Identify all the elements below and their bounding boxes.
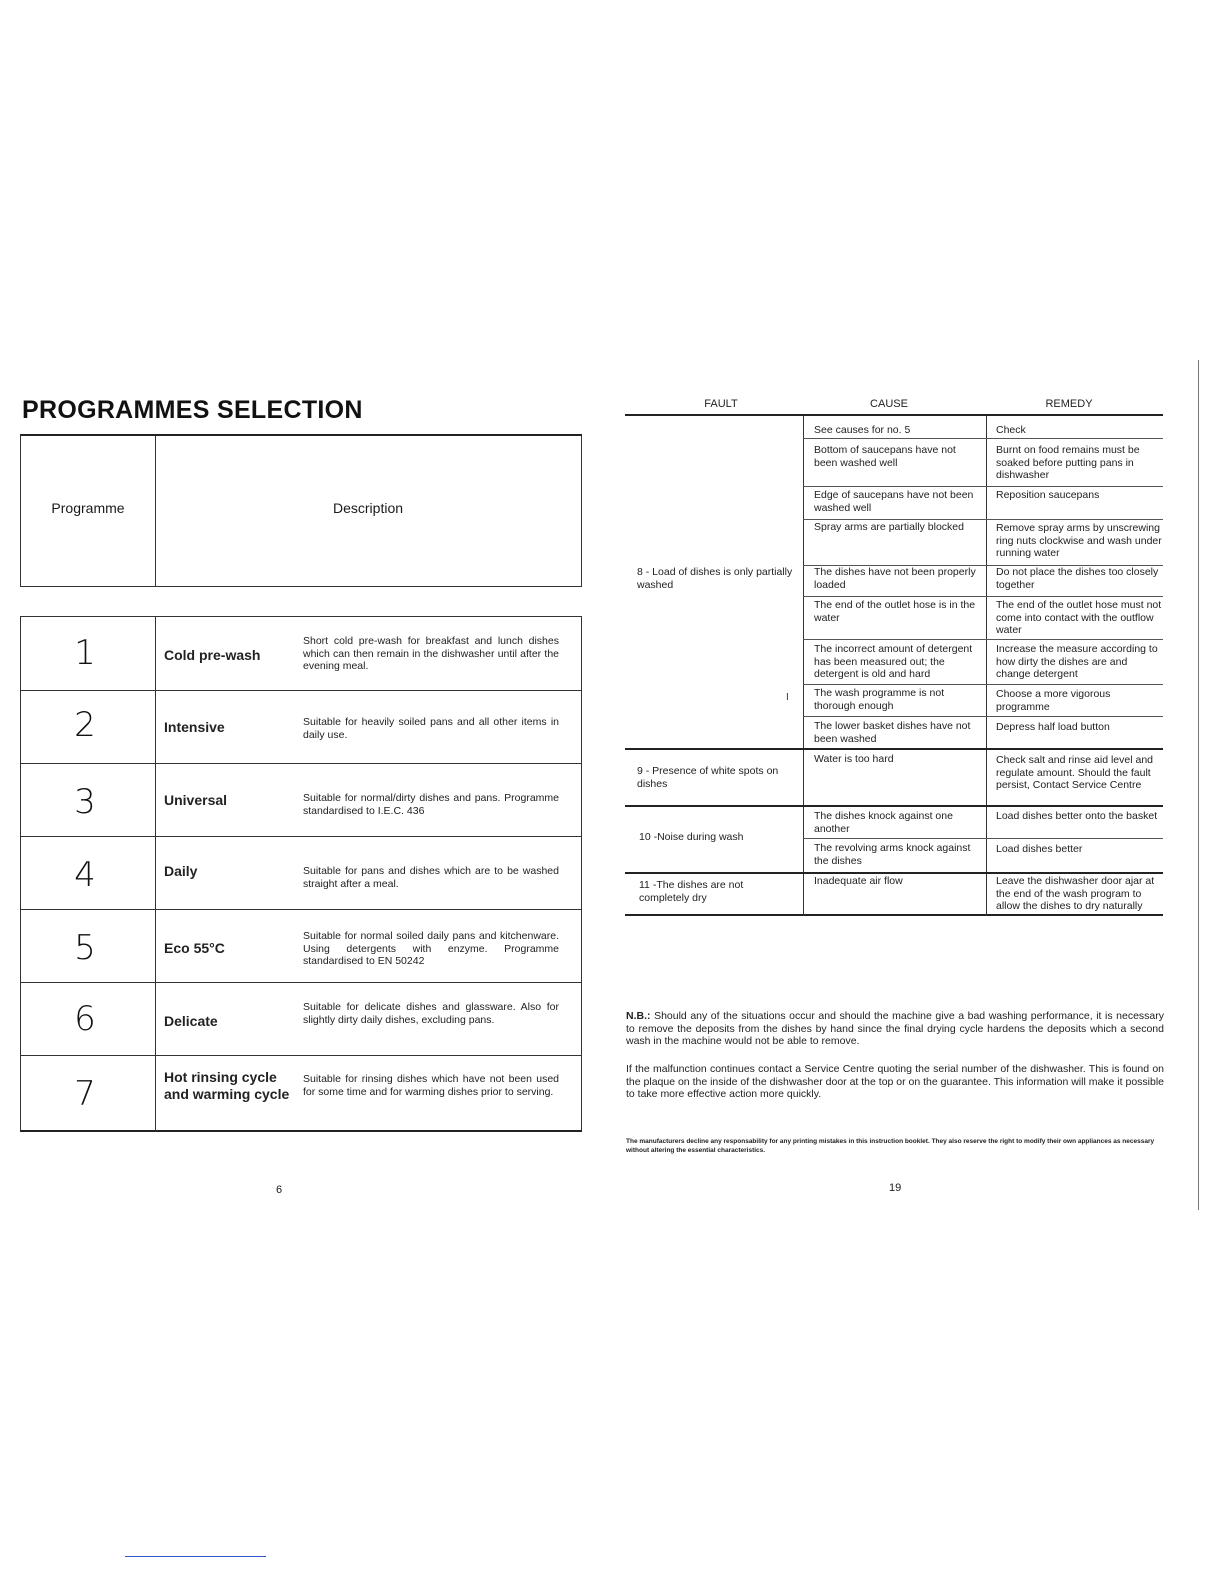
programme-name: Intensive — [164, 719, 225, 735]
programme-table-header — [20, 434, 582, 587]
programme-name: Universal — [164, 792, 228, 808]
page-number-left: 6 — [276, 1184, 283, 1196]
programme-description: Suitable for heavily soiled pans and all other items in daily use. — [303, 716, 559, 741]
page-edge-line — [1198, 360, 1199, 1210]
cause-cell: Edge of saucepans have not been washed well — [814, 489, 974, 514]
programme-number: 4 — [74, 855, 96, 895]
disclaimer-text: The manufacturers decline any responsability for any printing mistakes in this instruction booklet. They also reserve the right to modify their own appliances as necessary without altering the essential characteristics. — [626, 1138, 1155, 1154]
remedy-cell: Burnt on food remains must be soaked before putting pans in dishwasher — [996, 444, 1140, 481]
programme-name: Hot rinsing cycle and warming cycle — [164, 1069, 290, 1102]
remedy-cell: Load dishes better — [996, 843, 1083, 855]
cause-cell: Inadequate air flow — [814, 875, 903, 887]
remedy-cell: Depress half load button — [996, 721, 1110, 733]
programme-row-4 — [21, 836, 581, 910]
programme-number: 3 — [74, 782, 96, 822]
cause-cell: The lower basket dishes have not been washed — [814, 720, 971, 745]
cause-cell: The revolving arms knock against the dishes — [814, 842, 971, 867]
page-title: PROGRAMMES SELECTION — [22, 396, 363, 424]
programme-table — [20, 616, 582, 1132]
programme-number: 1 — [74, 633, 96, 673]
cause-column-header: CAUSE — [870, 398, 908, 410]
programme-number: 7 — [74, 1074, 96, 1114]
programme-row-2 — [21, 690, 581, 764]
underline-mark — [125, 1556, 266, 1557]
cause-cell: Bottom of saucepans have not been washed well — [814, 444, 956, 469]
remedy-cell: Check salt and rinse aid level and regulate amount. Should the fault persist, Contact Service Centre — [996, 754, 1154, 791]
programme-name: Cold pre-wash — [164, 647, 261, 663]
cause-cell: The dishes knock against one another — [814, 810, 953, 835]
programme-name: Daily — [164, 863, 198, 879]
programme-description: Suitable for normal/dirty dishes and pans. Programme standardised to I.E.C. 436 — [303, 792, 559, 817]
nb-label: N.B.: — [626, 1010, 651, 1022]
cause-cell: The dishes have not been properly loaded — [814, 566, 976, 591]
remedy-cell: Choose a more vigorous programme — [996, 688, 1111, 713]
programme-number: 5 — [74, 928, 96, 968]
cause-cell: The end of the outlet hose is in the water — [814, 599, 976, 624]
page-number-right: 19 — [889, 1182, 902, 1194]
remedy-column-header: REMEDY — [1045, 398, 1093, 410]
remedy-cell: Leave the dishwasher door ajar at the end of the wash program to allow the dishes to dry naturally — [996, 875, 1155, 912]
programme-row-5 — [21, 909, 581, 983]
description-column-header: Description — [332, 500, 404, 516]
programme-name: Delicate — [164, 1013, 218, 1029]
cause-cell: Spray arms are partially blocked — [814, 521, 964, 533]
remedy-cell: Increase the measure according to how dirty the dishes are and change detergent — [996, 643, 1158, 680]
programme-row-3 — [21, 763, 581, 837]
cause-cell: The wash programme is not thorough enough — [814, 687, 945, 712]
malfunction-note: If the malfunction continues contact a Service Centre quoting the serial number of the dishwasher. This is found on the plaque on the inside of the dishwasher door at the top or on the guarantee. This information will make it possible to take more effective action more quickly. — [626, 1063, 1164, 1100]
remedy-cell: Load dishes better onto the basket — [996, 810, 1158, 822]
cause-cell: The incorrect amount of detergent has been measured out; the detergent is old and hard — [814, 643, 973, 680]
programme-number: 2 — [74, 705, 96, 745]
nb-note — [626, 1010, 1164, 1048]
programme-row-7 — [21, 1055, 581, 1132]
programme-row-6 — [21, 982, 581, 1056]
programme-number: 6 — [74, 999, 96, 1039]
programme-row-1 — [21, 617, 581, 690]
programme-name: Eco 55°C — [164, 940, 225, 956]
programme-description: Suitable for delicate dishes and glassware. Also for slightly dirty daily dishes, excluding pans. — [303, 1001, 559, 1026]
stray-mark: I — [786, 692, 789, 703]
cause-cell: See causes for no. 5 — [814, 424, 911, 436]
programme-column-header: Programme — [51, 500, 125, 516]
remedy-cell: Do not place the dishes too closely together — [996, 566, 1159, 591]
remedy-cell: Reposition saucepans — [996, 489, 1100, 501]
programme-description: Suitable for normal soiled daily pans and kitchenware. Using detergents with enzyme. Programme standardised to EN 50242 — [303, 930, 559, 967]
fault-column-header: FAULT — [704, 398, 738, 410]
nb-text: Should any of the situations occur and should the machine give a bad washing performance, it is necessary to remove the deposits from the dishes by hand since the final drying cycle hardens the deposits which a second wash in the machine would not be able to remove. — [626, 1010, 1164, 1047]
remedy-cell: Remove spray arms by unscrewing ring nuts clockwise and wash under running water — [996, 522, 1162, 559]
fault-label-8: 8 - Load of dishes is only partially washed — [637, 566, 793, 591]
remedy-cell: Check — [996, 424, 1026, 436]
remedy-cell: The end of the outlet hose must not come into contact with the outflow water — [996, 599, 1162, 636]
fault-label-10: 10 -Noise during wash — [639, 831, 744, 843]
cause-cell: Water is too hard — [814, 753, 894, 765]
fault-table — [625, 414, 1163, 916]
fault-label-9: 9 - Presence of white spots on dishes — [637, 765, 779, 790]
fault-label-11: 11 -The dishes are not completely dry — [639, 879, 744, 904]
programme-description: Suitable for rinsing dishes which have not been used for some time and for warming dishes prior to serving. — [303, 1073, 559, 1098]
programme-description: Suitable for pans and dishes which are to be washed straight after a meal. — [303, 865, 559, 890]
programme-description: Short cold pre-wash for breakfast and lunch dishes which can then remain in the dishwasher until after the evening meal. — [303, 635, 559, 672]
